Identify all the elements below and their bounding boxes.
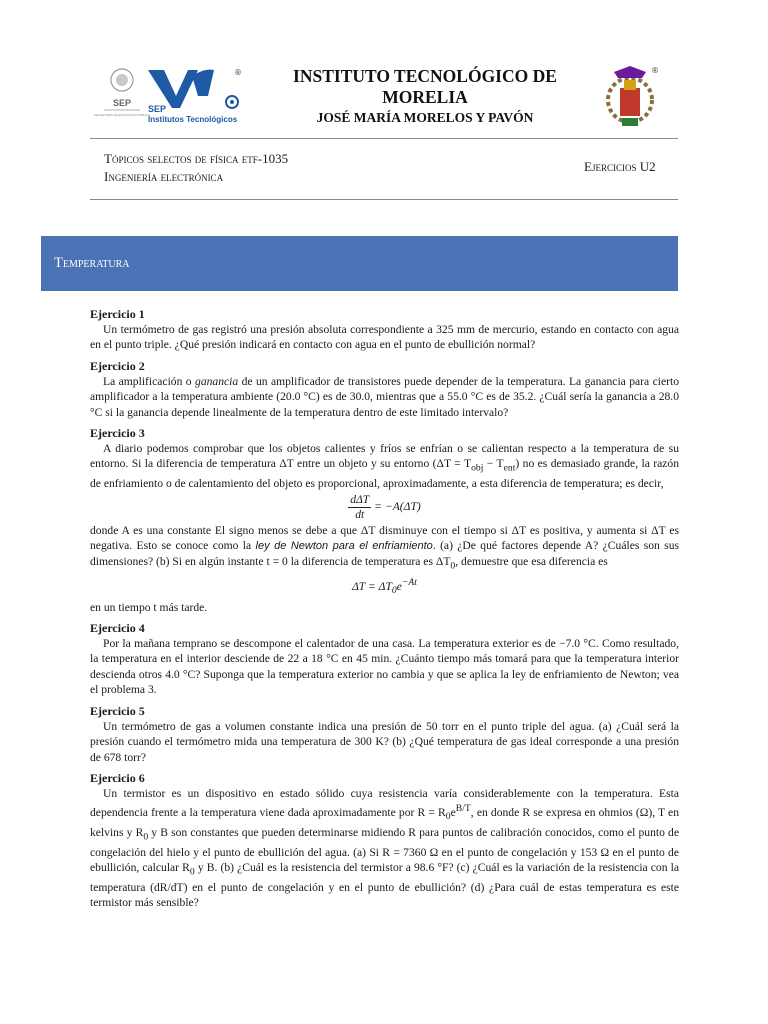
institution-title-line2: MORELIA (382, 87, 468, 107)
exercise-6 (90, 770, 679, 911)
course-divider (90, 199, 678, 200)
exercise-title: Ejercicio 3 (90, 426, 145, 441)
it-sep-label: SEP (148, 104, 167, 114)
exercise-list (90, 306, 679, 916)
registered-mark-left: ® (234, 68, 242, 77)
course-name: Tópicos selectos de física etf-1035 (104, 151, 289, 166)
equation-exponential-decay: $\Delta T = \Delta T_0e^{-At}$ (351, 577, 417, 597)
institution-title (255, 66, 595, 108)
exercise-text-continued: donde A es una constante El signo menos se debe a que ΔT disminuye con el tiempo si ΔT es positiva, y aumenta si ΔT es negativa. Esto se conoce como la ley de Newton para el enfriamiento. (a) ¿De qué factores depende A? ¿Cuáles son sus dimensiones? (b) Si en algún instante t = 0 la diferencia de temperatura es $\Delta T_0$, demuestre que esa diferencia es (90, 523, 680, 572)
exercise-4 (90, 620, 679, 698)
institution-subtitle: JOSÉ MARÍA MORELOS Y PAVÓN (316, 110, 534, 125)
exercise-title: Ejercicio 6 (90, 770, 145, 785)
institution-title-line1: INSTITUTO TECNOLÓGICO DE (293, 66, 557, 86)
sep-small-text: SECRETARÍA DE EDUCACIÓN PÚBLICA (93, 113, 151, 117)
it-name-label: Institutos Tecnológicos (148, 115, 238, 124)
exercise-title: Ejercicio 4 (90, 621, 145, 636)
sep-label: SEP (112, 98, 132, 108)
exercise-text: Un termómetro de gas registró una presión absoluta correspondiente a 325 mm de mercurio, estando en contacto con agua en el punto triple. ¿Qué presión indicará en contacto con agua en el punto de ebullición normal? (90, 323, 679, 352)
document-header (0, 0, 768, 140)
exercise-1 (90, 306, 679, 353)
exercise-title: Ejercicio 2 (90, 358, 145, 373)
header-divider (90, 138, 678, 139)
exercise-text-end: en un tiempo t más tarde. (90, 600, 208, 614)
section-banner (41, 236, 678, 291)
exercise-text: Un termómetro de gas a volumen constante indica una presión de 50 torr en el punto triple del agua. (a) ¿Cuál será la presión cuando el termómetro mida una temperatura de 300 K? (b) ¿Qué temperatura de gas ideal corresponde a una presión de 678 torr? (90, 719, 679, 764)
course-program: Ingeniería electrónica (104, 169, 224, 184)
exercise-title: Ejercicio 1 (90, 307, 145, 321)
exercise-text: A diario podemos comprobar que los objetos calientes y fríos se enfrían o se calientan respecto a la temperatura de su entorno. Si la diferencia de temperatura ΔT entre un objeto y su entorno $(\Delta T = T_{obj} - T_{ent})$ no es demasiado grande, la razón de enfriamiento o de calentamiento del objeto es proporcional, aproximadamente, a esta diferencia de temperatura; es decir, (90, 442, 679, 491)
exercise-3 (90, 425, 679, 615)
gain-term: ganancia (195, 374, 239, 388)
exercise-title: Ejercicio 5 (90, 703, 145, 718)
newton-law-term: ley de Newton para el enfriamiento (255, 539, 433, 552)
exercises-label: Ejercicios U2 (584, 159, 656, 174)
exercise-text: La amplificación o ganancia de un amplificador de transistores puede depender de la temperatura. La ganancia para cierto amplificador a la temperatura ambiente (20.0 °C) es de 30.0, mientras que a 55.0 °C es de 35.2. ¿Cuál sería la ganancia a 28.0 °C si la ganancia depende linealmente de la temperatura dentro de este limitado intervalo? (90, 374, 679, 419)
exercise-5 (90, 703, 679, 765)
exercise-text: Un termistor es un dispositivo en estado sólido cuya resistencia varía considerablemente con la temperatura. Esta dependencia frente a la temperatura viene dada aproximadamente por $R = R_0e^{B/T}$, en donde R se expresa en ohmios (Ω), T en kelvins y $R_0$ y B son constantes que pueden determinarse midiendo R para puntos de calibración conocidos, como el punto de congelación del hielo y el punto de ebullición del agua. (a) Si R = 7360 Ω en el punto de congelación y 153 Ω en el punto de ebullición, calcular $R_0$ y B. (b) ¿Cuál es la resistencia del termistor a 98.6 °F? (c) ¿Cuál es la variación de la resistencia con la temperatura (dR/dT) en el punto de congelación y en el punto de ebullición? (d) ¿Para cuál de estas temperatura es este termistor más sensible? (90, 786, 679, 910)
exercise-text: Por la mañana temprano se descompone el calentador de una casa. La temperatura exterior es de −7.0 °C. Como resultado, la temperatura en el interior desciende de 22 a 18 °C en 45 min. ¿Cuánto tiempo más tomará para que la temperatura interior descienda otros 4.0 °C? Suponga que la temperatura exterior no cambia y que se aplica la ley de enfriamiento de Newton; vea el problema 3. (90, 637, 679, 697)
sep-logo (93, 66, 250, 128)
section-title: Temperatura (54, 255, 130, 271)
equation-cooling-rate: $\frac{\text{dΔT}}{dt}$ = −A(ΔT) (350, 492, 421, 521)
registered-mark-right: ® (651, 66, 659, 75)
course-info (104, 150, 288, 186)
exercise-2 (90, 358, 679, 420)
